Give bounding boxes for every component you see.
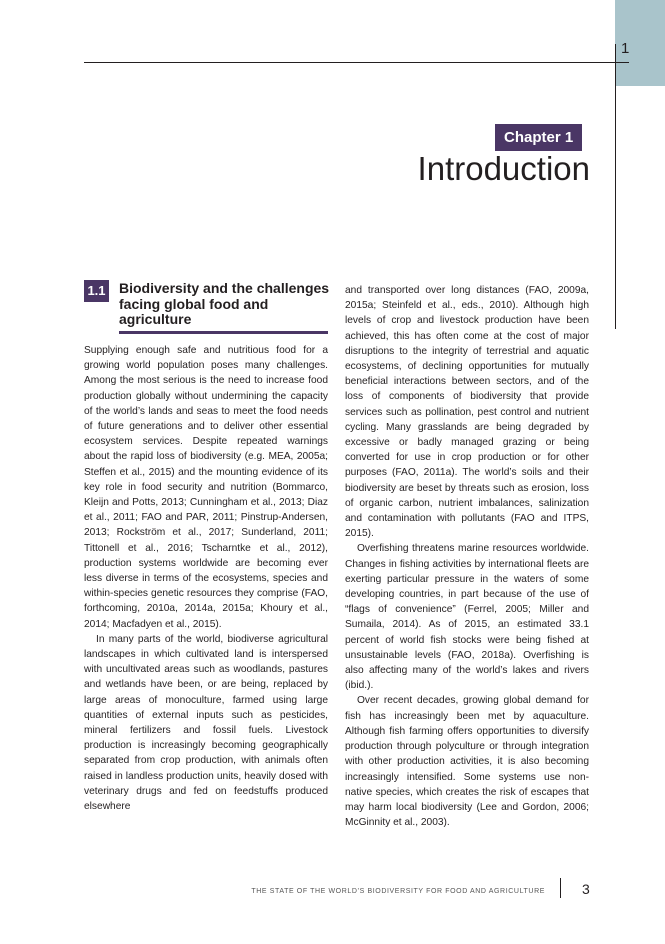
paragraph: Supplying enough safe and nutritious food for a growing world population poses many challenges. Among the most serious is the need to increase food production globally without undermining the capacity of the world’s lands and seas to meet the food needs of future generations and to deliver other essential ecosystem services. Despite repeated warnings about the rapid loss of biodiversity (e.g. MEA, 2005a; Steffen et al., 2015) and the mounting evidence of its key role in food security and nutrition (Bommarco, Kleijn and Potts, 2013; Cunningham et al., 2013; Diaz et al., 2011; FAO and PAR, 2011; Pinstrup-Andersen, 2013; Rockström et al., 2017; Sunderland, 2011; Tittonell et al., 2016; Tscharntke et al., 2012), production systems worldwide are becoming ever less diverse in terms of the ecosystems, species and within-species genetic resources they comprise (FAO, forthcoming, 2010a, 2014a, 2015a; Khoury et al., 2014; Macfadyen et al., 2015). (84, 345, 328, 630)
chapter-badge: Chapter 1 (495, 124, 582, 151)
left-column (84, 343, 328, 814)
running-footer: THE STATE OF THE WORLD’S BIODIVERSITY FOR FOOD AND AGRICULTURE (251, 888, 545, 895)
page-title: Introduction (417, 150, 590, 187)
paragraph: Overfishing threatens marine resources worldwide. Changes in fishing activities by international fleets are exerting particular pressure in the waters of some developing countries, in part because of the use of “flags of convenience” (Ferrel, 2005; Miller and Sumaila, 2014). As of 2015, an estimated 33.1 percent of world fish stocks were being fished at unsustainable levels (FAO, 2018a). Overfishing is also affecting many of the world’s lakes and rivers (ibid.). (345, 543, 589, 692)
vertical-rule (615, 44, 616, 329)
section-title: Biodiversity and the challenges facing global food and agriculture (119, 280, 330, 327)
section-rule (119, 331, 328, 334)
paragraph: In many parts of the world, biodiverse agricultural landscapes in which cultivated land is interspersed with uncultivated areas such as woodlands, pastures and wetlands have been, or are being, replaced by large areas of monoculture, farmed using large quantities of external inputs such as pesticides, mineral fertilizers and fossil fuels. Livestock production is increasingly becoming geographically separated from crop production, with animals often raised in landless production units, heavily dosed with veterinary drugs and fed on feedstuffs produced elsewhere (84, 633, 328, 813)
header-rule (84, 62, 629, 63)
chapter-tab-number: 1 (621, 40, 630, 57)
right-column (345, 283, 589, 830)
footer-rule (560, 878, 561, 898)
paragraph: and transported over long distances (FAO, 2009a, 2015a; Steinfeld et al., eds., 2010). Although high levels of crop and livestock production have been achieved, this has often come at the cost of major disruptions to the integrity of terrestrial and aquatic ecosystems, of declining opportunities for mutually beneficial interactions between sectors, and of the loss of components of biodiversity that provide services such as pollination, pest control and nutrient cycling. Many grasslands are being degraded by excessive or badly managed grazing or being converted for use in crop production or for other purposes (FAO, 2011a). The world’s soils and their biodiversity are beset by threats such as erosion, loss of organic carbon, nutrient imbalances, salinization and contamination with pollutants (FAO and ITPS, 2015). (345, 285, 589, 540)
paragraph: Over recent decades, growing global demand for fish has increasingly been met by aquaculture. Although fish farming offers opportunities to diversify production through polyculture or through integration with other production activities, it is also becoming increasingly intensified. Some systems use non-native species, which creates the risk of escapes that may harm local biodiversity (Lee and Gordon, 2006; McGinnity et al., 2003). (345, 695, 589, 829)
section-number: 1.1 (84, 280, 109, 302)
page-number: 3 (582, 881, 590, 897)
